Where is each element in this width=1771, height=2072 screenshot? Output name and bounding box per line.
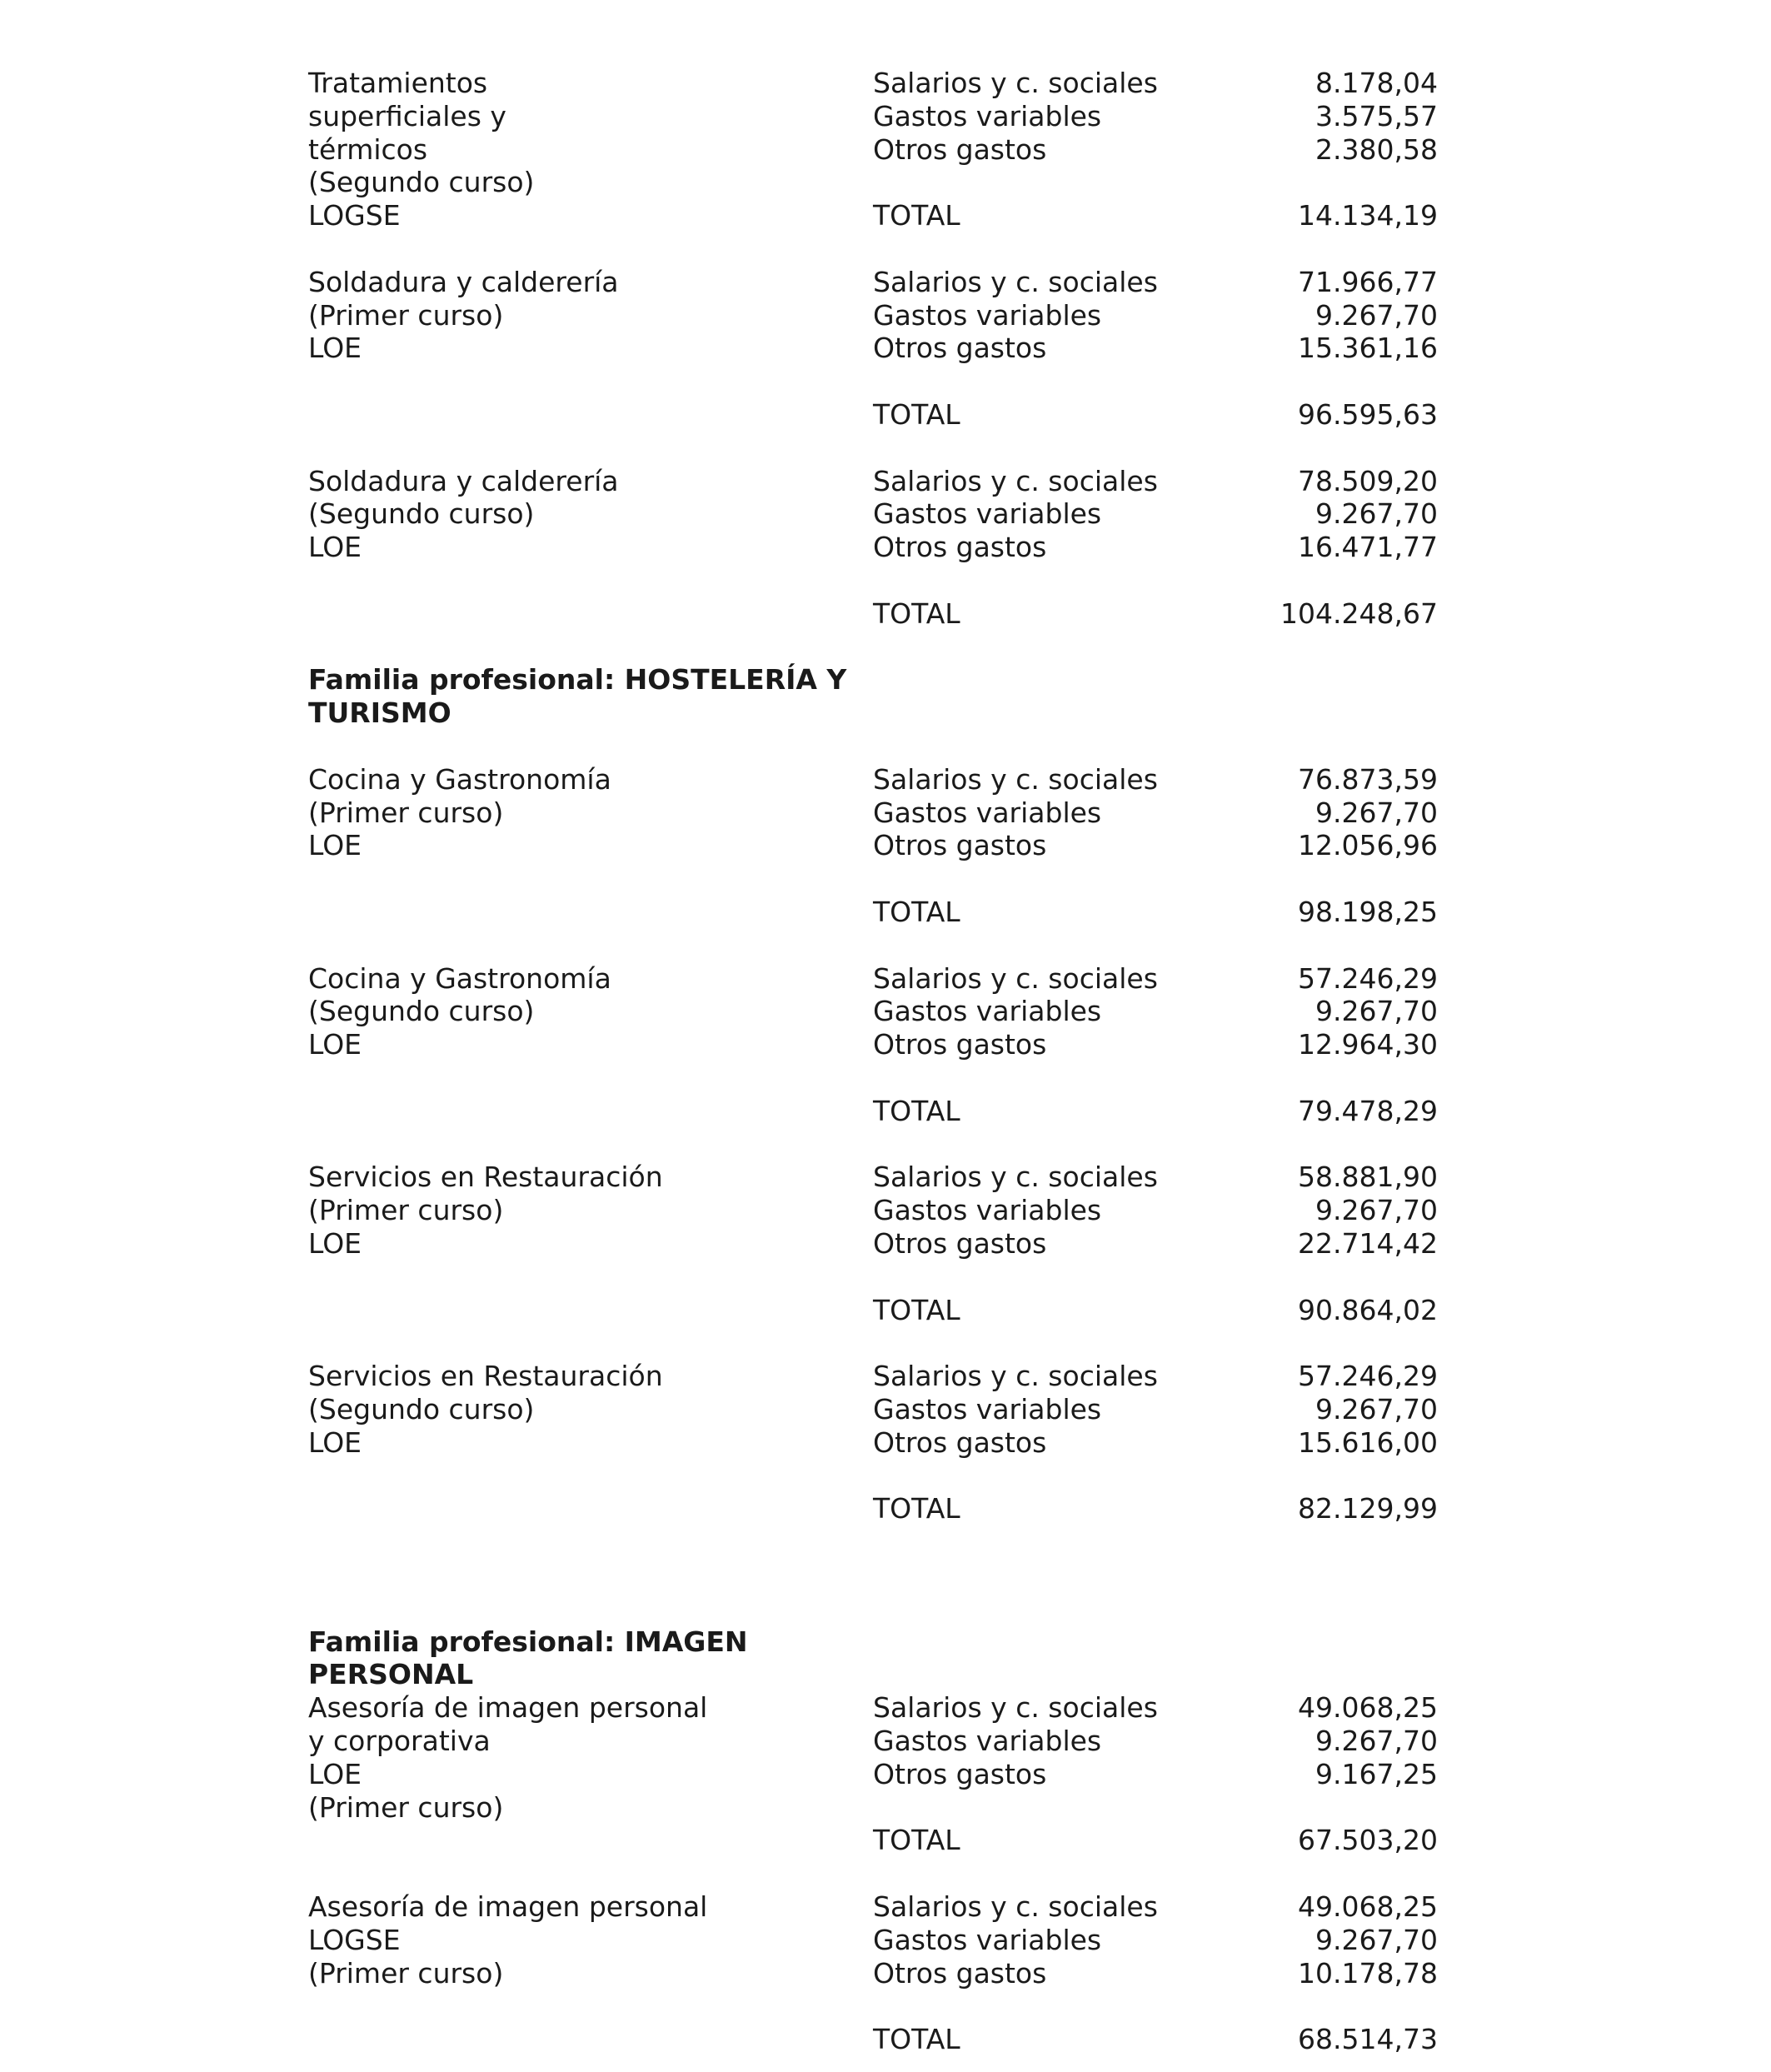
course-label: LOE [308,531,362,563]
expense-category: Otros gastos [873,1227,1047,1260]
expense-amount: 49.068,25 [1298,1691,1438,1724]
expense-amount: 10.178,78 [1298,1957,1438,1990]
expense-amount: 16.471,77 [1298,531,1438,563]
expense-category: Gastos variables [873,995,1102,1027]
total-label: TOTAL [873,597,960,630]
course-label: Cocina y Gastronomía [308,763,611,796]
expense-category: Salarios y c. sociales [873,465,1158,497]
total-label: TOTAL [873,1492,960,1525]
total-amount: 96.595,63 [1298,398,1438,431]
course-label: (Segundo curso) [308,995,535,1027]
total-amount: 79.478,29 [1298,1095,1438,1127]
course-label: Servicios en Restauración [308,1161,663,1193]
expense-amount: 2.380,58 [1315,133,1438,166]
course-label: térmicos [308,133,428,166]
section-heading: Familia profesional: IMAGEN [308,1625,748,1658]
course-label: y corporativa [308,1725,491,1757]
course-label: LOE [308,829,362,861]
expense-amount: 9.267,70 [1315,299,1438,332]
expense-category: Otros gastos [873,332,1047,364]
total-amount: 90.864,02 [1298,1294,1438,1326]
course-label: (Segundo curso) [308,1393,535,1425]
section-heading: Familia profesional: HOSTELERÍA Y [308,663,847,696]
expense-category: Otros gastos [873,1426,1047,1459]
expense-amount: 58.881,90 [1298,1161,1438,1193]
total-label: TOTAL [873,896,960,928]
expense-category: Otros gastos [873,1758,1047,1790]
expense-category: Salarios y c. sociales [873,1360,1158,1392]
total-label: TOTAL [873,398,960,431]
course-label: LOE [308,1028,362,1061]
course-label: Soldadura y calderería [308,266,619,298]
section-heading: TURISMO [308,696,451,729]
expense-amount: 57.246,29 [1298,1360,1438,1392]
expense-category: Gastos variables [873,1194,1102,1226]
expense-category: Gastos variables [873,796,1102,829]
course-label: (Primer curso) [308,1957,504,1990]
expense-amount: 9.267,70 [1315,1924,1438,1956]
expense-amount: 12.056,96 [1298,829,1438,861]
total-label: TOTAL [873,199,960,232]
total-amount: 104.248,67 [1280,597,1438,630]
expense-category: Otros gastos [873,1957,1047,1990]
expense-amount: 9.267,70 [1315,497,1438,530]
expense-amount: 76.873,59 [1298,763,1438,796]
total-label: TOTAL [873,1294,960,1326]
expense-category: Salarios y c. sociales [873,266,1158,298]
expense-category: Salarios y c. sociales [873,763,1158,796]
expense-category: Salarios y c. sociales [873,1890,1158,1923]
expense-amount: 15.616,00 [1298,1426,1438,1459]
course-label: LOE [308,1227,362,1260]
expense-amount: 22.714,42 [1298,1227,1438,1260]
expense-amount: 9.267,70 [1315,796,1438,829]
course-label: Cocina y Gastronomía [308,962,611,995]
expense-category: Gastos variables [873,497,1102,530]
expense-amount: 8.178,04 [1315,67,1438,99]
expense-amount: 3.575,57 [1315,100,1438,132]
expense-category: Gastos variables [873,100,1102,132]
course-label: (Segundo curso) [308,166,535,198]
total-amount: 67.503,20 [1298,1824,1438,1856]
expense-amount: 9.267,70 [1315,1725,1438,1757]
expense-amount: 9.267,70 [1315,1194,1438,1226]
expense-category: Salarios y c. sociales [873,962,1158,995]
course-label: superficiales y [308,100,506,132]
expense-category: Gastos variables [873,1924,1102,1956]
course-label: Asesoría de imagen personal [308,1691,708,1724]
total-amount: 14.134,19 [1298,199,1438,232]
expense-category: Gastos variables [873,1393,1102,1425]
expense-amount: 78.509,20 [1298,465,1438,497]
expense-category: Gastos variables [873,1725,1102,1757]
expense-category: Salarios y c. sociales [873,1691,1158,1724]
course-label: (Primer curso) [308,796,504,829]
expense-amount: 57.246,29 [1298,962,1438,995]
expense-category: Salarios y c. sociales [873,67,1158,99]
expense-amount: 9.267,70 [1315,995,1438,1027]
course-label: Servicios en Restauración [308,1360,663,1392]
course-label: (Primer curso) [308,1194,504,1226]
total-label: TOTAL [873,2023,960,2055]
course-label: Asesoría de imagen personal [308,1890,708,1923]
expense-amount: 71.966,77 [1298,266,1438,298]
section-heading: PERSONAL [308,1658,474,1690]
total-amount: 82.129,99 [1298,1492,1438,1525]
expense-amount: 49.068,25 [1298,1890,1438,1923]
course-label: (Primer curso) [308,299,504,332]
course-label: LOGSE [308,1924,401,1956]
course-label: (Primer curso) [308,1791,504,1824]
course-label: LOGSE [308,199,401,232]
expense-category: Salarios y c. sociales [873,1161,1158,1193]
course-label: Tratamientos [308,67,488,99]
expense-amount: 12.964,30 [1298,1028,1438,1061]
expense-amount: 15.361,16 [1298,332,1438,364]
course-label: (Segundo curso) [308,497,535,530]
total-label: TOTAL [873,1095,960,1127]
expense-category: Otros gastos [873,829,1047,861]
course-label: Soldadura y calderería [308,465,619,497]
course-label: LOE [308,1426,362,1459]
expense-category: Otros gastos [873,133,1047,166]
expense-category: Gastos variables [873,299,1102,332]
expense-category: Otros gastos [873,1028,1047,1061]
expense-amount: 9.267,70 [1315,1393,1438,1425]
course-label: LOE [308,1758,362,1790]
total-label: TOTAL [873,1824,960,1856]
expense-amount: 9.167,25 [1315,1758,1438,1790]
course-label: LOE [308,332,362,364]
total-amount: 98.198,25 [1298,896,1438,928]
expense-category: Otros gastos [873,531,1047,563]
total-amount: 68.514,73 [1298,2023,1438,2055]
